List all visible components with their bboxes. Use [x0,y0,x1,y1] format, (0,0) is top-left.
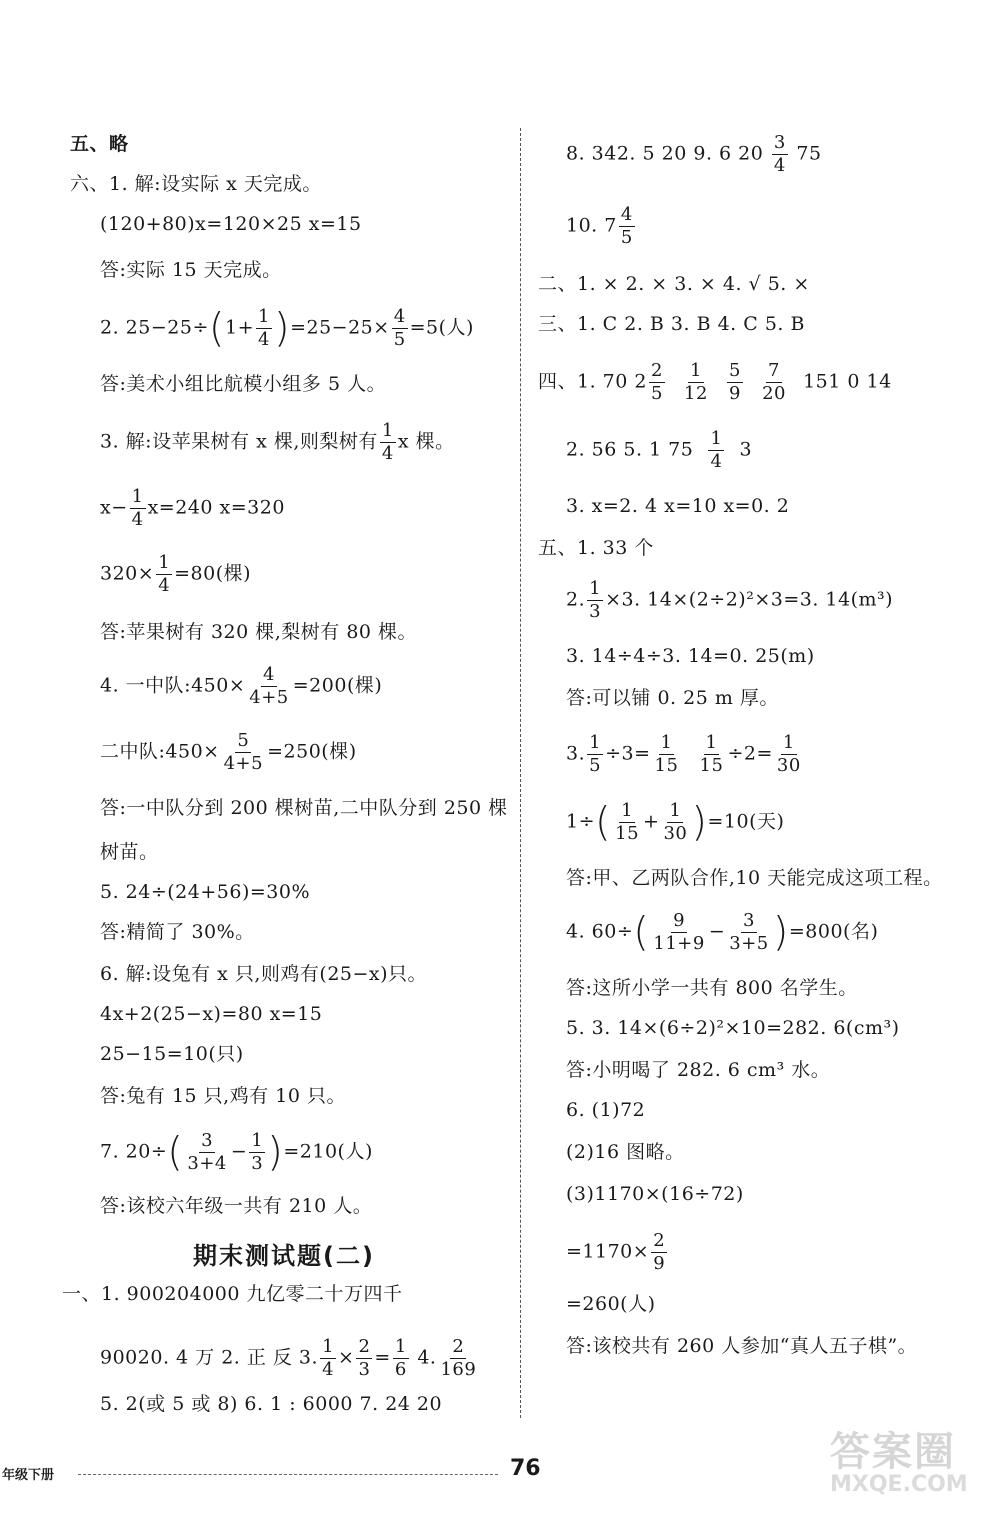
answer-line: 三、1. C 2. B 3. B 4. C 5. B [538,313,805,335]
footer-divider [78,1474,498,1475]
answer-line: 3. 解:设苹果树有 x 棵,则梨树有 $\frac{1}{4}$ x 棵。 [100,420,455,464]
fraction: $\frac{4}{4+5}$ [249,664,289,708]
answer-line: 2. $\frac{1}{3}$ ×3. 14×(2÷2)²×3=3. 14(m³) [566,578,894,622]
answer-line: 答:实际 15 天完成。 [100,259,282,281]
watermark-url: MXQE.COM [830,1472,968,1497]
answer-line: 8. 342. 5 20 9. 6 20 $\frac{3}{4}$ 75 [566,132,822,176]
answer-line: 2. 25−25÷(1+ $\frac{1}{4}$ )=25−25× $\frac{4}{5}$ =5(人) [100,305,474,352]
answer-line: 二中队:450× $\frac{5}{4+5}$ =250(棵) [100,730,357,774]
fraction: $\frac{1}{15}$ [654,732,679,776]
answer-line: 二、1. × 2. × 3. × 4. √ 5. × [538,273,810,295]
answer-line: 10. 7 $\frac{4}{5}$ [566,204,633,248]
fraction: $\frac{9}{11+9}$ [653,910,705,954]
fraction: $\frac{3}{3+4}$ [187,1130,227,1174]
fraction: $\frac{1}{4}$ [381,420,394,464]
column-divider [520,128,521,1418]
fraction: $\frac{1}{5}$ [589,732,602,776]
watermark [830,1420,990,1510]
answer-line: 6. (1)72 [566,1099,646,1121]
answer-line: 4. 60÷( $\frac{9}{11+9}$ − $\frac{3}{3+5}$ )=800(名) [566,909,879,956]
answer-line: 答:该校共有 260 人参加“真人五子棋”。 [566,1335,918,1357]
answer-line: 答:该校六年级一共有 210 人。 [100,1195,373,1217]
answer-line: 四、1. 70 2 $\frac{2}{5}$ $\frac{1}{12}$ $\frac{5}{9}$ $\frac{7}{20}$ 151 0 14 [538,360,892,404]
answer-line: 90020. 4 万 2. 正 反 3. $\frac{1}{4}$ × $\frac{2}{3}$ = $\frac{1}{6}$ 4. $\frac{2}{169}$ [100,1336,477,1380]
fraction: $\frac{4}{5}$ [393,306,406,350]
fraction: $\frac{7}{20}$ [762,360,786,404]
fraction: $\frac{2}{3}$ [358,1336,371,1380]
answer-line: 答:精简了 30%。 [100,921,255,943]
fraction: $\frac{5}{9}$ [729,360,741,404]
fraction: $\frac{2}{9}$ [653,1230,666,1274]
fraction: $\frac{1}{15}$ [615,800,640,844]
fraction: $\frac{1}{4}$ [710,428,723,472]
answer-line: 答:这所小学一共有 800 名学生。 [566,977,858,999]
answer-line: 答:小明喝了 282. 6 cm³ 水。 [566,1059,831,1081]
answer-line: 答:苹果树有 320 棵,梨树有 80 棵。 [100,621,418,643]
answer-line: 五、1. 33 个 [538,537,654,559]
answer-line: 320× $\frac{1}{4}$ =80(棵) [100,552,252,596]
answer-line: 7. 20÷( $\frac{3}{3+4}$ − $\frac{1}{3}$ )=210(人) [100,1129,373,1176]
answer-line: 5. 24÷(24+56)=30% [100,881,311,903]
watermark-text: 答案圈 [830,1429,956,1475]
fraction: $\frac{1}{3}$ [589,578,602,622]
answer-line: =1170× $\frac{2}{9}$ [566,1230,666,1274]
answer-line: 3. 14÷4÷3. 14=0. 25(m) [566,645,815,667]
fraction: $\frac{3}{4}$ [773,132,786,176]
answer-line: 2. 56 5. 1 75 $\frac{1}{4}$ 3 [566,428,753,472]
answer-line: x− $\frac{1}{4}$ x=240 x=320 [100,486,285,530]
answer-line: 6. 解:设兔有 x 只,则鸡有(25−x)只。 [100,963,428,985]
answer-line: 5. 2(或 5 或 8) 6. 1 : 6000 7. 24 20 [100,1393,443,1415]
fraction: $\frac{1}{4}$ [322,1336,335,1380]
answer-line: 答:一中队分到 200 棵树苗,二中队分到 250 棵 [100,797,508,819]
fraction: $\frac{1}{12}$ [684,360,708,404]
page-number: 76 [510,1456,541,1481]
answer-line: 树苗。 [100,841,159,863]
footer-grade-label: 年级下册 [2,1468,55,1483]
fraction: $\frac{1}{30}$ [776,732,801,776]
fraction: $\frac{1}{4}$ [258,306,270,350]
fraction: $\frac{2}{169}$ [440,1336,477,1380]
fraction: $\frac{1}{4}$ [158,552,171,596]
answer-line: 答:兔有 15 只,鸡有 10 只。 [100,1085,346,1107]
fraction: $\frac{1}{3}$ [251,1130,264,1174]
fraction: $\frac{1}{30}$ [663,800,688,844]
answer-line: =260(人) [566,1293,656,1315]
answer-line: 一、1. 900204000 九亿零二十万四千 [62,1283,403,1305]
answer-line: (3)1170×(16÷72) [566,1183,744,1205]
fraction: $\frac{2}{5}$ [650,360,663,404]
answer-line: 1÷( $\frac{1}{15}$ + $\frac{1}{30}$ )=10(天) [566,799,785,846]
answer-line: 六、1. 解:设实际 x 天完成。 [70,173,322,195]
fraction: $\frac{1}{6}$ [394,1336,407,1380]
answer-line: 5. 3. 14×(6÷2)²×10=282. 6(cm³) [566,1017,900,1039]
fraction: $\frac{3}{3+5}$ [729,910,769,954]
answer-line: (2)16 图略。 [566,1141,685,1163]
section-title: 期末测试题(二) [193,1242,375,1270]
fraction: $\frac{1}{4}$ [131,486,144,530]
answer-line: 4. 一中队:450× $\frac{4}{4+5}$ =200(棵) [100,664,383,708]
section-five-heading: 五、略 [70,133,129,155]
answer-line: 答:美术小组比航模小组多 5 人。 [100,373,387,395]
answer-line: 答:甲、乙两队合作,10 天能完成这项工程。 [566,867,943,889]
answer-line: 3. x=2. 4 x=10 x=0. 2 [566,495,790,517]
answer-line: 4x+2(25−x)=80 x=15 [100,1003,323,1025]
answer-line: 答:可以铺 0. 25 m 厚。 [566,687,779,709]
fraction: $\frac{1}{15}$ [699,732,724,776]
answer-line: 3. $\frac{1}{5}$ ÷3= $\frac{1}{15}$ $\frac{1}{15}$ ÷2= $\frac{1}{30}$ [566,732,801,776]
fraction: $\frac{5}{4+5}$ [223,730,264,774]
fraction: $\frac{4}{5}$ [620,204,633,248]
answer-line: (120+80)x=120×25 x=15 [100,213,362,235]
answer-line: 25−15=10(只) [100,1043,244,1065]
